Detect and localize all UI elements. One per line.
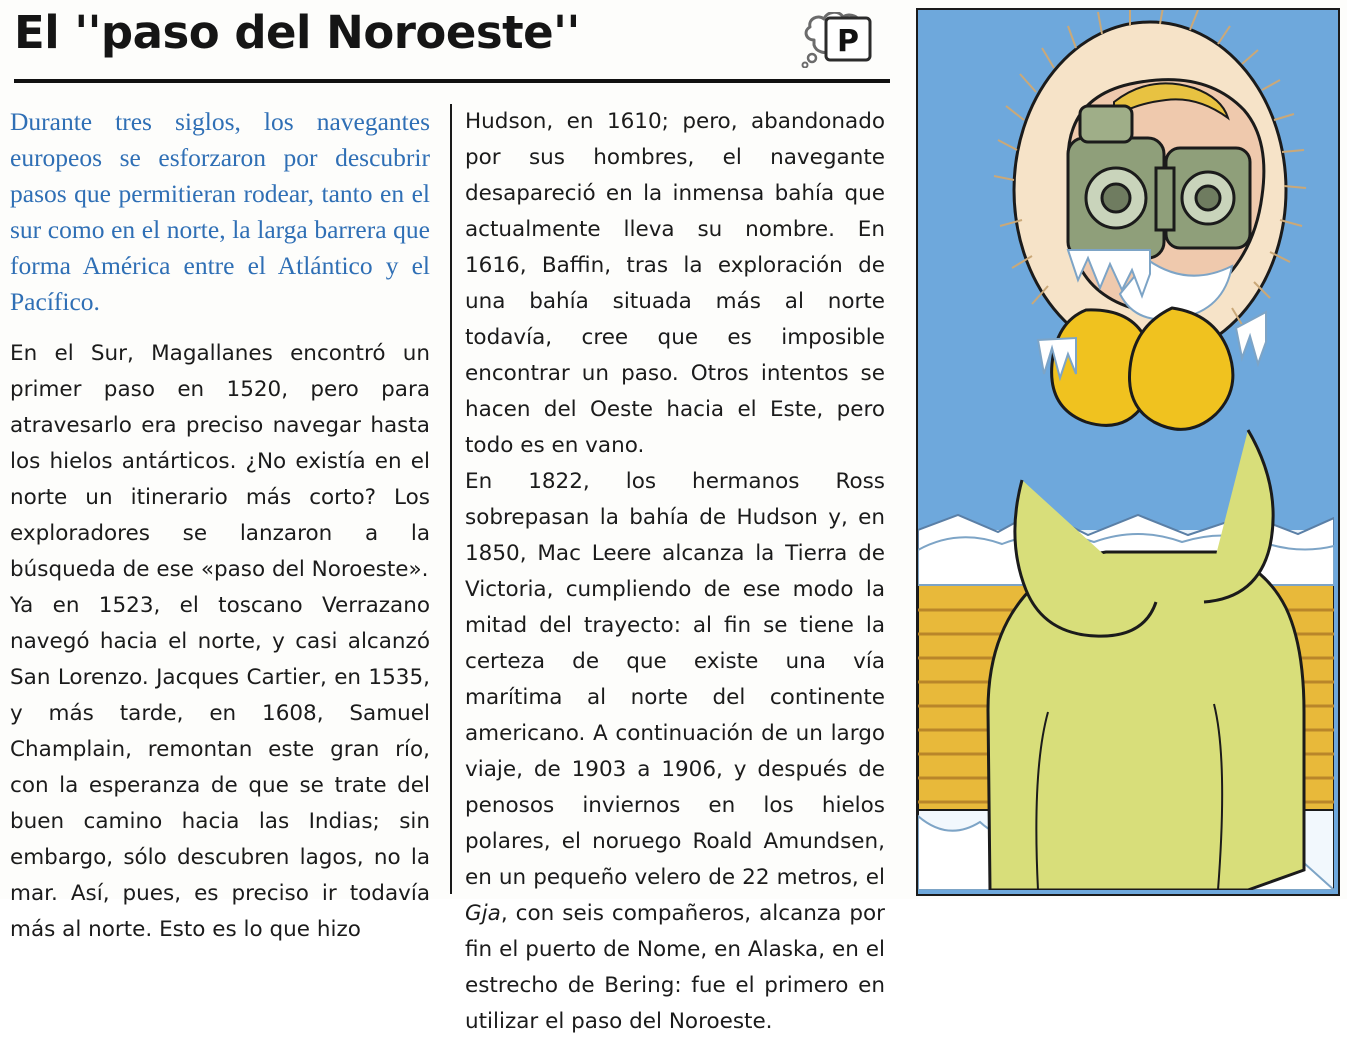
right-column (465, 104, 885, 1034)
header-rule (14, 79, 890, 83)
paragraph: En el Sur, Magallanes encontró un primer paso en 1520, pero para atravesarlo era preciso navegar hasta los hielos antárticos. ¿No existía en el norte un itinerario más corto? Los exploradores se lanzaron a la búsqueda de ese «paso del Noroeste». (10, 341, 430, 582)
ship-name: Gja (465, 901, 501, 926)
column-divider (450, 104, 452, 894)
article-body (10, 104, 898, 1034)
article-header (10, 4, 890, 84)
paragraph-part: En 1822, los hermanos Ross sobrepasan la bahía de Hudson y, en 1850, Mac Leere alcanza la Tierra de Victoria, cumpliendo de ese modo la mitad del trayecto: al fin se tiene la certeza de que existe una vía marítima al norte del continente americano. A continuación de un largo viaje, de 1903 a 1906, y después de penosos inviernos en los hielos polares, el noruego Roald Amundsen, en un pequeño velero de 22 metros, el (465, 469, 885, 890)
paragraph: Hudson, en 1610; pero, abandonado por sus hombres, el navegante desapareció en la inmensa bahía que actualmente lleva su nombre. En 1616, Baffin, tras la exploración de una bahía situada más al norte todavía, cree que es imposible encontrar un paso. Otros intentos se hacen del Oeste hacia el Este, pero todo es en vano. (465, 109, 885, 458)
paragraph: Ya en 1523, el toscano Verrazano navegó hacia el norte, y casi alcanzó San Lorenzo. Jacques Cartier, en 1535, y más tarde, en 1608, Samuel Champlain, remontan este gran río, con la esperanza de que se trate del buen camino hacia las Indias; sin embargo, sólo descubren lagos, no la mar. Así, pues, es preciso ir todavía más al norte. Esto es lo que hizo (10, 593, 430, 942)
page-title: El ''paso del Noroeste'' (14, 6, 580, 59)
paragraph (465, 464, 885, 1040)
lead-paragraph: Durante tres siglos, los navegantes europeos se esforzaron por descubrir pasos que permitieran rodear, tanto en el sur como en el norte, la larga barrera que forma América entre el Atlántico y el Pacífico. (10, 107, 430, 316)
paragraph-part: , con seis compañeros, alcanza por fin el puerto de Nome, en Alaska, en el estrecho de Bering: fue el primero en utilizar el paso del Noroeste. (465, 901, 885, 1034)
left-column (10, 104, 430, 942)
article-illustration (916, 8, 1340, 896)
svg-text:P: P (837, 24, 859, 59)
pictograph-badge (800, 12, 894, 68)
